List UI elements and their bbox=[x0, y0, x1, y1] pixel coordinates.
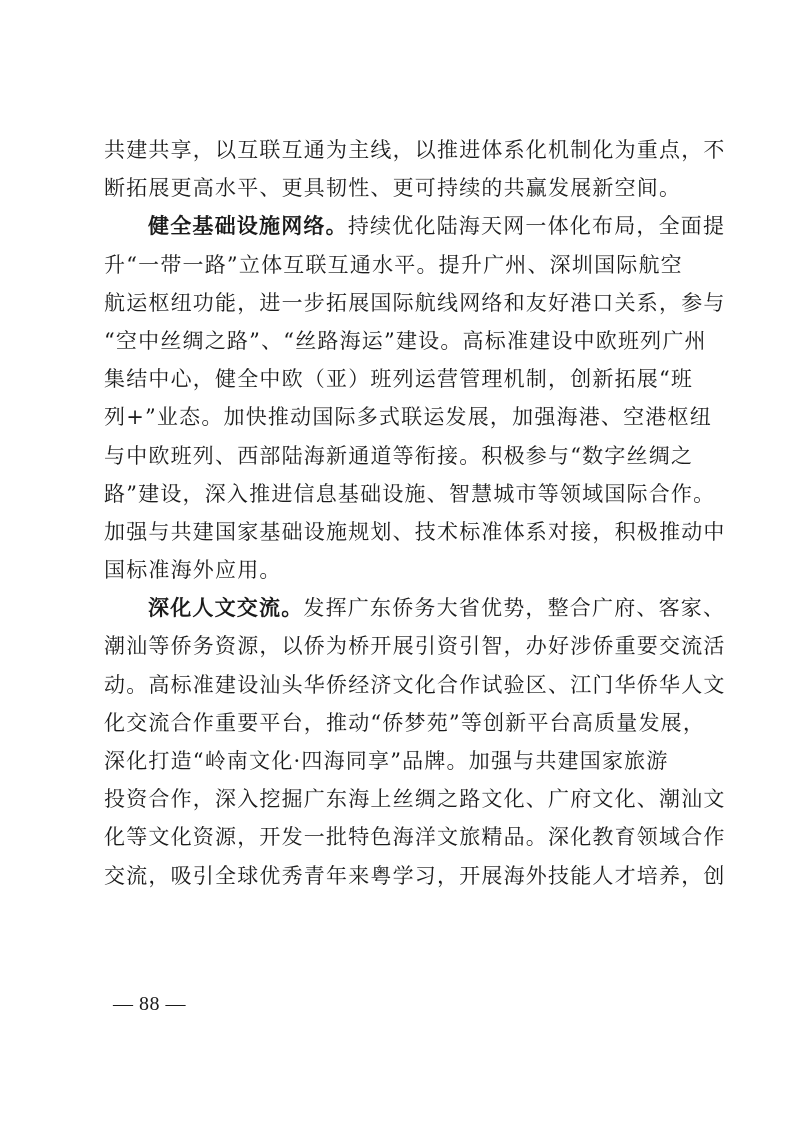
line-text: 与中欧班列、西部陆海新通道等衔接。积极参与“数字丝绸之 bbox=[104, 443, 694, 468]
text-line bbox=[104, 551, 694, 589]
text-line bbox=[104, 666, 726, 704]
text-line bbox=[104, 818, 726, 856]
text-line bbox=[104, 398, 712, 436]
text-line bbox=[104, 169, 694, 207]
text-line bbox=[104, 780, 726, 818]
line-text: 升“一带一路”立体互联互通水平。提升广州、深圳国际航空 bbox=[104, 252, 683, 277]
text-line bbox=[104, 742, 694, 780]
text-line bbox=[104, 360, 694, 398]
text-line bbox=[104, 131, 726, 169]
text-line bbox=[104, 627, 726, 665]
text-line bbox=[104, 246, 694, 284]
text-line bbox=[104, 589, 726, 627]
paragraph-lead-heading: 深化人文交流。 bbox=[148, 596, 304, 621]
line-text: 列+”业态。加快推动国际多式联运发展，加强海港、空港枢纽 bbox=[104, 405, 712, 430]
line-text: 潮汕等侨务资源，以侨为桥开展引资引智，办好涉侨重要交流活 bbox=[104, 634, 726, 659]
text-line bbox=[104, 207, 726, 245]
body-text bbox=[104, 131, 726, 895]
line-text: 动。高标准建设汕头华侨经济文化合作试验区、江门华侨华人文 bbox=[104, 672, 726, 697]
line-text: 共建共享，以互联互通为主线，以推进体系化机制化为重点，不 bbox=[104, 138, 726, 162]
text-line bbox=[104, 704, 706, 742]
line-text: 交流，吸引全球优秀青年来粤学习，开展海外技能人才培养，创 bbox=[104, 863, 726, 888]
text-line bbox=[104, 437, 694, 475]
line-text: 深化打造“岭南文化·四海同享”品牌。加强与共建国家旅游 bbox=[104, 749, 669, 773]
text-line bbox=[104, 513, 726, 551]
line-text: 国标准海外应用。 bbox=[104, 558, 282, 583]
text-line bbox=[104, 475, 716, 513]
line-text: 加强与共建国家基础设施规划、技术标准体系对接，积极推动中 bbox=[104, 519, 726, 544]
text-line bbox=[104, 284, 726, 322]
line-text: 投资合作，深入挖掘广东海上丝绸之路文化、广府文化、潮汕文 bbox=[104, 787, 726, 812]
line-text: 化交流合作重要平台，推动“侨梦苑”等创新平台高质量发展， bbox=[104, 710, 706, 735]
line-text: 化等文化资源，开发一批特色海洋文旅精品。深化教育领域合作 bbox=[104, 825, 726, 850]
line-text: 断拓展更高水平、更具韧性、更可持续的共赢发展新空间。 bbox=[104, 176, 682, 201]
text-line bbox=[104, 322, 707, 360]
line-text: 航运枢纽功能，进一步拓展国际航线网络和友好港口关系，参与 bbox=[104, 290, 726, 315]
line-text: 路”建设，深入推进信息基础设施、智慧城市等领域国际合作。 bbox=[104, 481, 716, 506]
text-line bbox=[104, 857, 726, 895]
line-text: 集结中心，健全中欧（亚）班列运营管理机制，创新拓展“班 bbox=[104, 367, 694, 392]
line-text: 发挥广东侨务大省优势，整合广府、客家、 bbox=[303, 596, 726, 621]
line-text: “空中丝绸之路”、“丝路海运”建设。高标准建设中欧班列广州 bbox=[104, 328, 707, 353]
line-text: 持续优化陆海天网一体化布局，全面提 bbox=[347, 214, 726, 239]
paragraph-lead-heading: 健全基础设施网络。 bbox=[148, 214, 348, 239]
page-number: — 88 — bbox=[113, 993, 186, 1015]
